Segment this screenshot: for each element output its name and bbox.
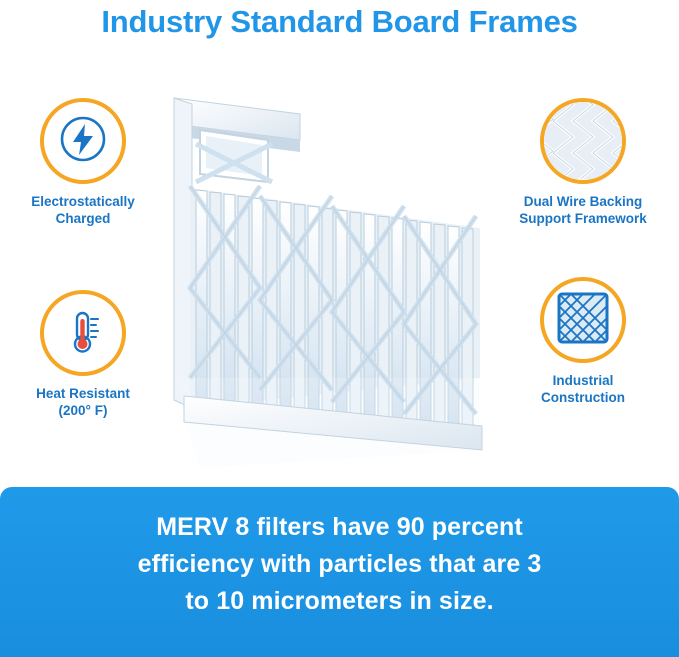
wire-mesh-photo-icon (543, 99, 623, 184)
lightning-bolt-icon (59, 115, 107, 168)
thermometer-icon (57, 305, 109, 362)
banner-line-3: to 10 micrometers in size. (185, 587, 494, 615)
feature-heat-resistant (8, 290, 158, 419)
badge-circle-heat-resistant (40, 290, 126, 376)
badge-circle-dual-wire-backing (540, 98, 626, 184)
feature-sublabel: Charged (55, 211, 111, 226)
feature-electrostatically-charged (8, 98, 158, 227)
feature-industrial-construction (508, 277, 658, 406)
page-title: Industry Standard Board Frames (101, 4, 578, 39)
banner-line-1: MERV 8 filters have 90 percent (156, 513, 523, 541)
feature-dual-wire-backing (508, 98, 658, 227)
mesh-panel-icon (555, 290, 611, 351)
feature-sublabel: (200° F) (58, 403, 108, 418)
feature-label: Heat Resistant (36, 386, 130, 401)
feature-sublabel: Support Framework (519, 211, 647, 226)
feature-label: Electrostatically (31, 194, 135, 209)
feature-sublabel: Construction (541, 390, 625, 405)
feature-label: Industrial (552, 373, 614, 388)
feature-label: Dual Wire Backing (523, 194, 643, 209)
pleated-air-filter-illustration (160, 78, 510, 468)
banner-line-2: efficiency with particles that are 3 (137, 550, 542, 578)
badge-circle-electrostatically-charged (40, 98, 126, 184)
merv-rating-banner (0, 487, 679, 657)
badge-circle-industrial-construction (540, 277, 626, 363)
